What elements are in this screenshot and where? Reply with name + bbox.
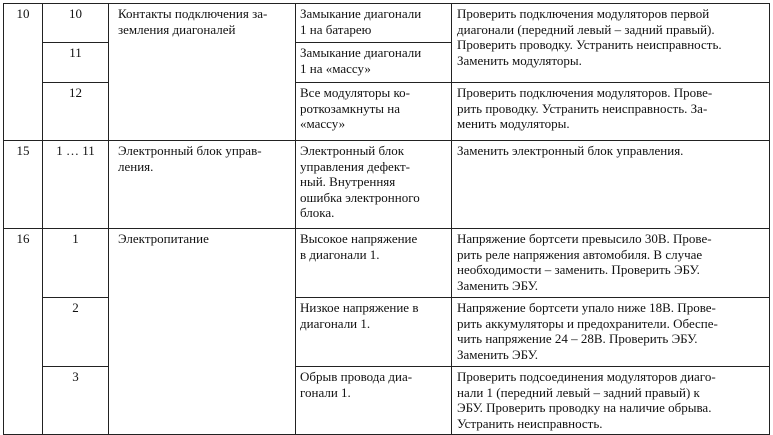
fault-description-cell: Обрыв провода диа- гонали 1. <box>296 367 452 435</box>
fault-description-cell: Замыкание диагонали 1 на батарею <box>296 4 452 43</box>
subcode-cell: 3 <box>43 367 109 435</box>
subcode-cell: 12 <box>43 83 109 141</box>
fault-description-cell: Замыкание диагонали 1 на «массу» <box>296 43 452 83</box>
fault-description-cell: Высокое напряжение в диагонали 1. <box>296 229 452 298</box>
action-cell: Проверить подсоединения модуляторов диаго- нали 1 (передний левый – задний правый) к ЭБУ. Проверить проводку на наличие обрыва. Устранить неисправность. <box>452 367 770 435</box>
action-cell: Проверить подключения модуляторов. Прове- рить проводку. Устранить неисправность. За- менить модуляторы. <box>452 83 770 141</box>
subcode-cell: 1 <box>43 229 109 298</box>
fault-code-cell: 10 <box>4 4 43 141</box>
table-row <box>4 4 770 43</box>
action-cell: Заменить электронный блок управления. <box>452 141 770 229</box>
fault-code-cell: 16 <box>4 229 43 435</box>
component-cell: Электронный блок управ- ления. <box>109 141 296 229</box>
component-cell: Электропитание <box>109 229 296 435</box>
subcode-cell: 1 … 11 <box>43 141 109 229</box>
action-cell: Проверить подключения модуляторов первой диагонали (передний левый – задний правый). Проверить проводку. Устранить неисправность. Заменить модуляторы. <box>452 4 770 83</box>
fault-code-table <box>3 3 770 435</box>
action-cell: Напряжение бортсети упало ниже 18В. Прове- рить аккумуляторы и предохранители. Обеспе- чить напряжение 24 – 28В. Проверить ЭБУ. Заменить ЭБУ. <box>452 298 770 367</box>
component-cell: Контакты подключения за- земления диагоналей <box>109 4 296 141</box>
fault-description-cell: Все модуляторы ко- роткозамкнуты на «массу» <box>296 83 452 141</box>
subcode-cell: 2 <box>43 298 109 367</box>
fault-description-cell: Электронный блок управления дефект- ный. Внутренняя ошибка электронного блока. <box>296 141 452 229</box>
fault-code-table-page <box>3 3 770 435</box>
subcode-cell: 11 <box>43 43 109 83</box>
fault-code-cell: 15 <box>4 141 43 229</box>
table-row <box>4 229 770 298</box>
action-cell: Напряжение бортсети превысило 30В. Прове- рить реле напряжения автомобиля. В случае необходимости – заменить. Проверить ЭБУ. Заменить ЭБУ. <box>452 229 770 298</box>
table-row <box>4 141 770 229</box>
subcode-cell: 10 <box>43 4 109 43</box>
fault-description-cell: Низкое напряжение в диагонали 1. <box>296 298 452 367</box>
